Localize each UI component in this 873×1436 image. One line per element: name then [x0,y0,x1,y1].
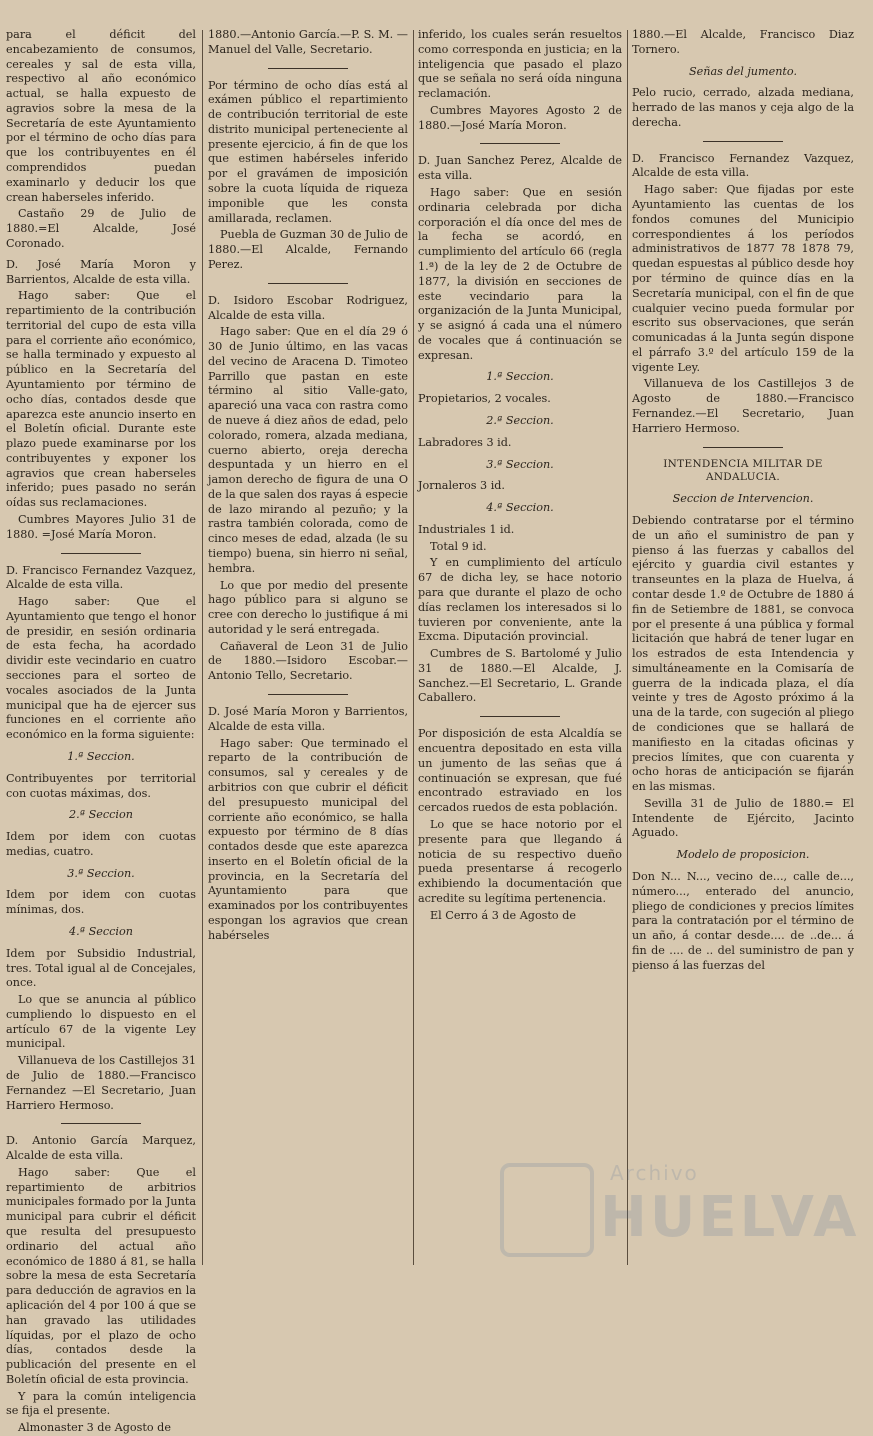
notice-paragraph: Cumbres Mayores Agosto 2 de 1880.—José María Moron. [418,103,622,132]
watermark-line1: Archivo [610,1161,699,1185]
separator-rule [480,143,560,144]
separator-rule [268,694,348,695]
notice [6,888,196,918]
notice-paragraph: Hago saber: Que en el día 29 ó 30 de Junio último, en las vacas del vecino de Aracena D. Timoteo Parrillo que pastan en este término al sitio Valle-gato, apareció una vaca con rastra como de nueve á diez años de edad, pelo colorado, romera, alzada mediana, cuerno abierto, oreja derecha despuntada y un hierro en el jamon derecho de figura de una O de la que salen dos rayas á especie de lazo mirando al pezuño; y la rastra también colorada, como de cinco meses de edad, alzada (le su tiempo) buena, sin hierro ni señal, hembra. [208,325,408,575]
notice [6,947,196,1114]
notice [418,727,622,923]
notice-paragraph: Idem por idem con cuotas mínimas, dos. [6,888,196,917]
column-rule [202,30,203,1265]
notice-paragraph: Debiendo contratarse por el término de un año el suministro de pan y pienso á las fuerzas y caballos del ejército y guardia civil estantes y transeuntes en la plaza de Huelva, á contar desde 1.º de Octubre de 1880 á fin de Setiembre de 1881, se convoca por el presente á una pública y formal licitación que habrá de tener lugar en los estrados de esta Intendencia y simultáneamente en la Comisaría de guerra de la indicada plaza, el día veinte y tres de Agosto próximo á la una de la tarde, con sugeción al pliego de condiciones que se hallará de manifiesto en la citadas oficinas y precios límites, que con cuarenta y ocho horas de anticipación se fijarán en las mismas. [632,514,854,794]
notice-paragraph: Villanueva de los Castillejos 3 de Agosto de 1880.—Francisco Fernandez.—El Secretario, Juan Harriero Hermoso. [632,377,854,435]
notice-paragraph: Cumbres de S. Bartolomé y Julio 31 de 1880.—El Alcalde, J. Sanchez.—El Secretario, L. Grande Caballero. [418,647,622,705]
notice-paragraph: Hago saber: Que en sesión ordinaria celebrada por dicha corporación el día once del mes de la fecha se acordó, en cumplimiento del artículo 66 (regla 1.ª) de la ley de 2 de Octubre de 1877, la división en secciones de este vecindario para la organización de la Junta Municipal, y se asignó á cada una el número de vocales que á continuación se expresan. [418,186,622,362]
notice [632,870,854,973]
notice [418,392,622,407]
column-1 [6,28,196,1435]
notice-paragraph: Hago saber: Que terminado el reparto de la contribución de consumos, sal y cereales y de arbitrios con que cubrir el déficit del presupuesto municipal del corriente año económico, se halla expuesto por término de 8 días contados desde que este aparezca inserto en el Boletín oficial de la provincia, en la Secretaría del Ayuntamiento para que examinados por los contribuyentes espongan los agravios que crean habérseles [208,736,408,942]
column-3 [418,28,622,1268]
notice-paragraph: Hago saber: Que el Ayuntamiento que tengo el honor de presidir, en sesión ordinaria de esta fecha, ha acordado dividir este vecindario en cuatro secciones para el sorteo de vocales asociados de la Junta municipal que ha de ejercer sus funciones en el corriente año económico en la forma siguiente: [6,595,196,742]
notice-paragraph: Idem por idem con cuotas medias, cuatro. [6,830,196,858]
notice-paragraph: Pelo rucio, cerrado, alzada mediana, herrado de las manos y ceja algo de la derecha. [632,86,854,129]
notice-paragraph: Total 9 id. [430,539,487,553]
notice [208,705,408,944]
notice-paragraph: D. Francisco Fernandez Vazquez, Alcalde de esta villa. [632,151,854,180]
notice-paragraph: Lo que se hace notorio por el presente para que llegando á noticia de su respectivo dueño pueda presentarse á recogerlo exhibiendo la documentación que acredite su legítima pertenencia. [418,817,622,905]
notice-paragraph: Cañaveral de Leon 31 de Julio de 1880.—Isidoro Escobar.—Antonio Tello, Secretario. [208,639,408,683]
column-rule [413,30,414,1265]
separator-rule [703,447,783,448]
separator-rule [480,716,560,717]
notice-paragraph: Hago saber: Que fijadas por este Ayuntamiento las cuentas de los fondos comunes del Municipio correspondientes á los períodos administrativos de 1877 78 1878 79, quedan espuestas al público desde hoy por término de quince días en la Secretaría municipal, con el fin de que cualquier vecino pueda formular por escrito sus observaciones, que serán comunicadas á la Junta según dispone el párrafo 3.º del artículo 159 de la vigente Ley. [632,183,854,374]
notice-paragraph: Contribuyentes por territorial con cuotas máximas, dos. [6,771,196,800]
notice-paragraph: inferido, los cuales serán resueltos como corresponda en justicia; en la inteligencia que pasado el plazo que se señala no será oída ninguna reclamación. [418,28,622,101]
notice [632,152,854,437]
notice [418,28,622,133]
notice-paragraph: Lo que por medio del presente hago público para si alguno se cree con derecho lo justifique á mi autoridad y le será entregada. [208,578,408,636]
notice-paragraph: Villanueva de los Castillejos 31 de Julio de 1880.—Francisco Fernandez —El Secretario, Juan Harriero Hermoso. [6,1054,196,1112]
notice-paragraph: Castaño 29 de Julio de 1880.=El Alcalde, José Coronado. [6,207,196,250]
notice [6,830,196,860]
notice [632,28,854,58]
archive-watermark [500,1155,860,1265]
notice-paragraph: Por término de ocho días está al exámen público el repartimiento de contribución territorial de este distrito municipal perteneciente al presente ejercicio, á fin de que los que estimen habérseles inferido por el gravámen de imposición sobre la cuota líquida de riqueza imponible que les consta amillarada, reclamen. [208,78,408,225]
notice [6,564,196,743]
separator-rule [61,553,141,554]
notice-paragraph: El Cerro á 3 de Agosto de [430,908,576,922]
section-heading: 3.ª Seccion. [67,866,135,880]
notice-paragraph: 1880.—Antonio García.—P. S. M. —Manuel del Valle, Secretario. [208,28,408,56]
notice [208,79,408,273]
notice-paragraph: D. José María Moron y Barrientos, Alcalde de esta villa. [208,705,408,733]
notice [6,258,196,543]
section-heading: 4.ª Seccion [69,924,133,938]
notice [418,436,622,451]
notice [6,28,196,252]
department-heading: INTENDENCIA MILITAR DE ANDALUCIA. [663,457,823,484]
notice-paragraph: Industriales 1 id. [418,522,515,536]
notice [418,154,622,363]
notice-paragraph: Y en cumplimiento del artículo 67 de dicha ley, se hace notorio para que durante el plazo de ocho días reclamen los interesados si lo tuvieren por conveniente, ante la Excma. Diputación provincial. [418,556,622,644]
notice-paragraph: Labradores 3 id. [418,435,512,449]
notice-paragraph: D. Francisco Fernandez Vazquez, Alcalde de esta villa. [6,563,196,592]
notice-paragraph: D. Juan Sanchez Perez, Alcalde de esta villa. [418,154,622,183]
column-4 [632,28,854,1268]
notice-paragraph: Idem por Subsidio Industrial, tres. Total igual al de Concejales, once. [6,946,196,990]
section-heading: 1.ª Seccion. [67,749,135,763]
notice [208,294,408,684]
section-heading: Modelo de proposicion. [676,848,810,862]
section-heading: 1.ª Seccion. [486,370,554,384]
notice [6,1134,196,1436]
notice-paragraph: Almonaster 3 de Agosto de [18,1421,171,1435]
notice [6,772,196,802]
separator-rule [268,68,348,69]
section-heading: 3.ª Seccion. [486,457,554,471]
watermark-line2: HUELVA [600,1185,860,1250]
notice-paragraph: Hago saber: Que el repartimiento de la contribución territorial del cupo de esta villa para el corriente año económico, se halla terminado y expuesto al público en la Secretaría del Ayuntamiento por término de ocho días, contados desde que aparezca este anuncio inserto en el Boletín oficial. Durante este plazo puede examinarse por los contribuyentes y exponer los agravios que crean haberseles inferido; pues pasado no serán oídas sus reclamaciones. [6,289,196,510]
notice [632,86,854,130]
archive-logo-icon [500,1163,594,1257]
section-heading: 4.ª Seccion. [486,501,554,515]
notice-paragraph: para el déficit del encabezamiento de consumos, cereales y sal de esta villa, respectivo al año económico actual, se halla expuesto de agravios sobre la mesa de la Secretaría de este Ayuntamiento por el término de ocho días para que los contribuyentes en él comprendidos puedan examinarlo y deducir los que crean haberseles inferido. [6,28,196,204]
notice-paragraph: D. Isidoro Escobar Rodriguez, Alcalde de esta villa. [208,293,408,322]
notice [632,514,854,841]
section-heading: 2.ª Seccion [69,808,133,822]
notice-paragraph: Propietarios, 2 vocales. [418,392,551,406]
notice-paragraph: Por disposición de esta Alcaldía se encuentra depositado en esta villa un jumento de las señas que á continuación se expresan, que fué encontrado estraviado en los cercados ruedos de esta población. [418,727,622,815]
notice [208,28,408,58]
column-rule [627,30,628,1265]
section-heading: Señas del jumento. [688,64,798,78]
separator-rule [703,141,783,142]
notice-paragraph: D. Antonio García Marquez, Alcalde de esta villa. [6,1134,196,1163]
notice-paragraph: Lo que se anuncia al público cumpliendo lo dispuesto en el artículo 67 de la vigente Ley municipal. [6,993,196,1051]
notice-paragraph: Don N... N..., vecino de..., calle de..., número..., enterado del anuncio, pliego de condiciones y precios límites para la contratación por el término de un año, á contar desde.... de ..de... á fin de .... de .. del suministro de pan y pienso á las fuerzas del [632,870,854,972]
notice-paragraph: Y para la común inteligencia se fija el presente. [6,1389,196,1418]
section-heading: 2.ª Seccion. [486,413,554,427]
notice-paragraph: 1880.—El Alcalde, Francisco Diaz Tornero. [632,28,854,56]
notice-paragraph: Sevilla 31 de Julio de 1880.= El Intendente de Ejército, Jacinto Aguado. [632,796,854,840]
notice-paragraph: Hago saber: Que el repartimiento de arbitrios municipales formado por la Junta municipal para cubrir el déficit que resulta del presupuesto ordinario del actual año económico de 1880 á 81, se halla sobre la mesa de esta Secretaría para deducción de agravios en la aplicación del 4 por 100 á que se han gravado las utilidades líquidas, por el plazo de ocho días, contados desde la publicación del presente en el Boletín oficial de esta provincia. [6,1165,196,1386]
notice-paragraph: Puebla de Guzman 30 de Julio de 1880.—El Alcalde, Fernando Perez. [208,228,408,271]
notice [418,479,622,494]
column-2 [208,28,408,1268]
notice-paragraph: Jornaleros 3 id. [418,479,505,493]
notice-paragraph: Cumbres Mayores Julio 31 de 1880. =José María Moron. [6,513,196,541]
section-heading: Seccion de Intervencion. [672,492,814,506]
notice [418,523,622,706]
notice-paragraph: D. José María Moron y Barrientos, Alcalde de esta villa. [6,257,196,286]
separator-rule [61,1123,141,1124]
separator-rule [268,283,348,284]
